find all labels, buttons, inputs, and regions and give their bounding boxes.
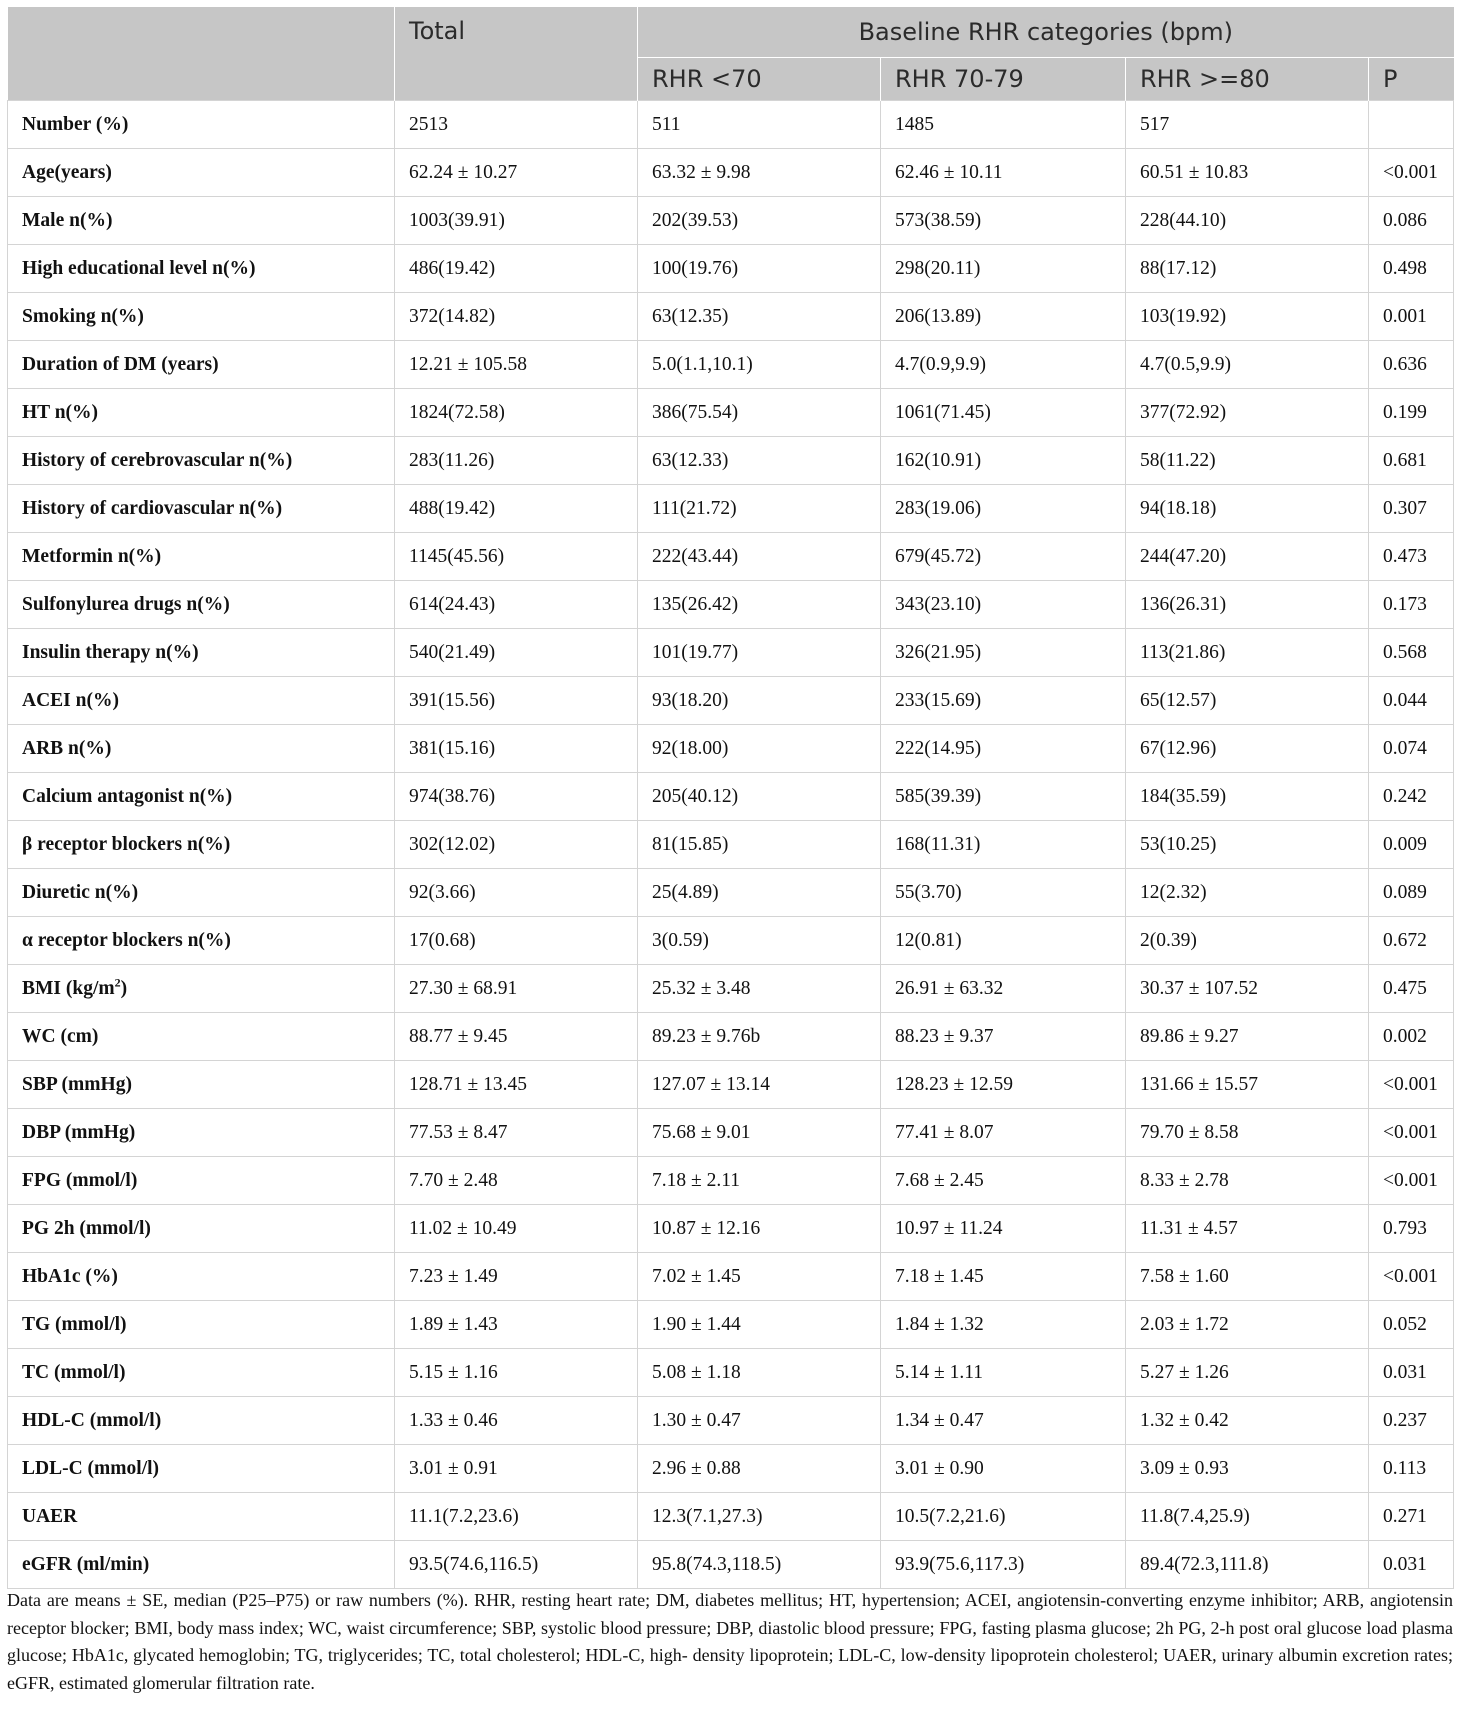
cell-p-value: 0.199 xyxy=(1369,389,1454,437)
table-row xyxy=(8,389,1454,437)
table-row xyxy=(8,725,1454,773)
row-label: Insulin therapy n(%) xyxy=(8,629,395,677)
cell-rhr-70-79: 326(21.95) xyxy=(881,629,1126,677)
cell-total: 11.02 ± 10.49 xyxy=(395,1205,638,1253)
cell-rhr-ge80: 228(44.10) xyxy=(1126,197,1369,245)
table-footnote: Data are means ± SE, median (P25–P75) or raw numbers (%). RHR, resting heart rate; DM, diabetes mellitus; HT, hypertension; ACEI, angiotensin-converting enzyme inhibitor; ARB, angiotensin receptor blocker; BMI, body mass index; WC, waist circumference; SBP, systolic blood pressure; DBP, diastolic blood pressure; FPG, fasting plasma glucose; 2h PG, 2-h post oral glucose load plasma glucose; HbA1c, glycated hemoglobin; TG, triglycerides; TC, total cholesterol; HDL-C, high- density lipoprotein; LDL-C, low-density lipoprotein cholesterol; UAER, urinary albumin excretion rates; eGFR, estimated glomerular filtration rate. xyxy=(7,1590,1453,1693)
cell-p-value: <0.001 xyxy=(1369,1157,1454,1205)
cell-rhr-70-79: 1061(71.45) xyxy=(881,389,1126,437)
cell-rhr-ge80: 3.09 ± 0.93 xyxy=(1126,1445,1369,1493)
cell-rhr-70-79: 55(3.70) xyxy=(881,869,1126,917)
cell-rhr-70-79: 343(23.10) xyxy=(881,581,1126,629)
cell-rhr-lt70: 63(12.35) xyxy=(638,293,881,341)
table-row xyxy=(8,1253,1454,1301)
cell-rhr-lt70: 1.90 ± 1.44 xyxy=(638,1301,881,1349)
cell-total: 88.77 ± 9.45 xyxy=(395,1013,638,1061)
cell-total: 1003(39.91) xyxy=(395,197,638,245)
cell-total: 1.89 ± 1.43 xyxy=(395,1301,638,1349)
table-row xyxy=(8,677,1454,725)
table-row xyxy=(8,245,1454,293)
cell-total: 5.15 ± 1.16 xyxy=(395,1349,638,1397)
cell-rhr-lt70: 101(19.77) xyxy=(638,629,881,677)
cell-rhr-ge80: 67(12.96) xyxy=(1126,725,1369,773)
cell-rhr-ge80: 65(12.57) xyxy=(1126,677,1369,725)
table-row xyxy=(8,1109,1454,1157)
cell-p-value: 0.636 xyxy=(1369,341,1454,389)
cell-rhr-ge80: 113(21.86) xyxy=(1126,629,1369,677)
row-label: Metformin n(%) xyxy=(8,533,395,581)
cell-p-value: <0.001 xyxy=(1369,149,1454,197)
cell-rhr-lt70: 12.3(7.1,27.3) xyxy=(638,1493,881,1541)
cell-p-value: 0.672 xyxy=(1369,917,1454,965)
cell-total: 381(15.16) xyxy=(395,725,638,773)
table-row xyxy=(8,197,1454,245)
table-row xyxy=(8,629,1454,677)
cell-rhr-lt70: 202(39.53) xyxy=(638,197,881,245)
cell-p-value: 0.001 xyxy=(1369,293,1454,341)
header-total: Total xyxy=(395,7,638,101)
cell-rhr-ge80: 131.66 ± 15.57 xyxy=(1126,1061,1369,1109)
table-row xyxy=(8,341,1454,389)
cell-rhr-70-79: 3.01 ± 0.90 xyxy=(881,1445,1126,1493)
table-row xyxy=(8,1061,1454,1109)
cell-rhr-lt70: 135(26.42) xyxy=(638,581,881,629)
row-label: Duration of DM (years) xyxy=(8,341,395,389)
baseline-characteristics-table xyxy=(7,7,1454,1589)
cell-rhr-lt70: 92(18.00) xyxy=(638,725,881,773)
cell-rhr-lt70: 5.08 ± 1.18 xyxy=(638,1349,881,1397)
cell-total: 486(19.42) xyxy=(395,245,638,293)
row-label: α receptor blockers n(%) xyxy=(8,917,395,965)
cell-p-value: 0.031 xyxy=(1369,1349,1454,1397)
cell-rhr-70-79: 168(11.31) xyxy=(881,821,1126,869)
cell-p-value: 0.473 xyxy=(1369,533,1454,581)
cell-rhr-lt70: 1.30 ± 0.47 xyxy=(638,1397,881,1445)
cell-total: 302(12.02) xyxy=(395,821,638,869)
table-row xyxy=(8,917,1454,965)
cell-rhr-70-79: 4.7(0.9,9.9) xyxy=(881,341,1126,389)
cell-rhr-ge80: 88(17.12) xyxy=(1126,245,1369,293)
row-label: SBP (mmHg) xyxy=(8,1061,395,1109)
cell-rhr-70-79: 222(14.95) xyxy=(881,725,1126,773)
header-blank-cell xyxy=(8,7,395,101)
cell-rhr-ge80: 11.31 ± 4.57 xyxy=(1126,1205,1369,1253)
cell-rhr-70-79: 679(45.72) xyxy=(881,533,1126,581)
cell-rhr-ge80: 12(2.32) xyxy=(1126,869,1369,917)
cell-total: 391(15.56) xyxy=(395,677,638,725)
header-p-value: P xyxy=(1369,58,1454,101)
cell-rhr-lt70: 2.96 ± 0.88 xyxy=(638,1445,881,1493)
cell-p-value: 0.271 xyxy=(1369,1493,1454,1541)
cell-total: 3.01 ± 0.91 xyxy=(395,1445,638,1493)
cell-rhr-ge80: 184(35.59) xyxy=(1126,773,1369,821)
table-row xyxy=(8,437,1454,485)
row-label-tail: ) xyxy=(120,977,128,999)
cell-total: 488(19.42) xyxy=(395,485,638,533)
cell-total: 12.21 ± 105.58 xyxy=(395,341,638,389)
header-rhr-lt70: RHR <70 xyxy=(638,58,881,101)
cell-rhr-lt70: 93(18.20) xyxy=(638,677,881,725)
row-label: UAER xyxy=(8,1493,395,1541)
cell-rhr-lt70: 127.07 ± 13.14 xyxy=(638,1061,881,1109)
cell-rhr-70-79: 7.18 ± 1.45 xyxy=(881,1253,1126,1301)
cell-rhr-70-79: 10.97 ± 11.24 xyxy=(881,1205,1126,1253)
cell-rhr-70-79: 12(0.81) xyxy=(881,917,1126,965)
cell-rhr-ge80: 1.32 ± 0.42 xyxy=(1126,1397,1369,1445)
cell-rhr-ge80: 30.37 ± 107.52 xyxy=(1126,965,1369,1013)
table-row xyxy=(8,149,1454,197)
cell-rhr-lt70: 111(21.72) xyxy=(638,485,881,533)
cell-rhr-lt70: 3(0.59) xyxy=(638,917,881,965)
cell-rhr-lt70: 7.18 ± 2.11 xyxy=(638,1157,881,1205)
cell-rhr-70-79: 1.34 ± 0.47 xyxy=(881,1397,1126,1445)
table-row xyxy=(8,101,1454,149)
cell-total: 1.33 ± 0.46 xyxy=(395,1397,638,1445)
cell-rhr-lt70: 25(4.89) xyxy=(638,869,881,917)
cell-rhr-70-79: 162(10.91) xyxy=(881,437,1126,485)
cell-p-value: 0.009 xyxy=(1369,821,1454,869)
cell-p-value: 0.044 xyxy=(1369,677,1454,725)
cell-rhr-ge80: 4.7(0.5,9.9) xyxy=(1126,341,1369,389)
cell-rhr-lt70: 89.23 ± 9.76b xyxy=(638,1013,881,1061)
table-row xyxy=(8,1397,1454,1445)
table-row xyxy=(8,293,1454,341)
cell-p-value: <0.001 xyxy=(1369,1253,1454,1301)
row-label: HbA1c (%) xyxy=(8,1253,395,1301)
row-label: HDL-C (mmol/l) xyxy=(8,1397,395,1445)
cell-rhr-ge80: 2(0.39) xyxy=(1126,917,1369,965)
row-label-text: BMI (kg/m xyxy=(22,977,115,999)
cell-rhr-70-79: 7.68 ± 2.45 xyxy=(881,1157,1126,1205)
cell-rhr-lt70: 222(43.44) xyxy=(638,533,881,581)
table-row xyxy=(8,1445,1454,1493)
cell-rhr-lt70: 63.32 ± 9.98 xyxy=(638,149,881,197)
table-row xyxy=(8,1013,1454,1061)
row-label xyxy=(8,965,395,1013)
cell-rhr-ge80: 11.8(7.4,25.9) xyxy=(1126,1493,1369,1541)
header-rhr-70-79: RHR 70-79 xyxy=(881,58,1126,101)
cell-rhr-70-79: 93.9(75.6,117.3) xyxy=(881,1541,1126,1589)
cell-rhr-70-79: 206(13.89) xyxy=(881,293,1126,341)
cell-rhr-ge80: 53(10.25) xyxy=(1126,821,1369,869)
row-label: FPG (mmol/l) xyxy=(8,1157,395,1205)
table-row xyxy=(8,1541,1454,1589)
row-label: High educational level n(%) xyxy=(8,245,395,293)
cell-rhr-ge80: 244(47.20) xyxy=(1126,533,1369,581)
header-rhr-group: Baseline RHR categories (bpm) xyxy=(638,7,1454,58)
table-row xyxy=(8,1205,1454,1253)
cell-total: 7.23 ± 1.49 xyxy=(395,1253,638,1301)
row-label: Sulfonylurea drugs n(%) xyxy=(8,581,395,629)
cell-rhr-70-79: 1.84 ± 1.32 xyxy=(881,1301,1126,1349)
row-label-superscript: 2 xyxy=(114,975,121,989)
row-label: Number (%) xyxy=(8,101,395,149)
cell-p-value: 0.568 xyxy=(1369,629,1454,677)
table-row xyxy=(8,1349,1454,1397)
row-label: WC (cm) xyxy=(8,1013,395,1061)
cell-p-value: 0.475 xyxy=(1369,965,1454,1013)
baseline-characteristics-table-container xyxy=(7,7,1453,1589)
cell-p-value xyxy=(1369,101,1454,149)
cell-rhr-ge80: 2.03 ± 1.72 xyxy=(1126,1301,1369,1349)
cell-rhr-lt70: 75.68 ± 9.01 xyxy=(638,1109,881,1157)
cell-rhr-70-79: 128.23 ± 12.59 xyxy=(881,1061,1126,1109)
cell-total: 1824(72.58) xyxy=(395,389,638,437)
table-row xyxy=(8,485,1454,533)
cell-total: 283(11.26) xyxy=(395,437,638,485)
row-label: ARB n(%) xyxy=(8,725,395,773)
cell-p-value: 0.002 xyxy=(1369,1013,1454,1061)
table-row xyxy=(8,581,1454,629)
cell-total: 974(38.76) xyxy=(395,773,638,821)
cell-rhr-lt70: 81(15.85) xyxy=(638,821,881,869)
cell-rhr-70-79: 585(39.39) xyxy=(881,773,1126,821)
cell-p-value: 0.089 xyxy=(1369,869,1454,917)
table-row xyxy=(8,1493,1454,1541)
cell-p-value: 0.086 xyxy=(1369,197,1454,245)
row-label: DBP (mmHg) xyxy=(8,1109,395,1157)
cell-p-value: 0.793 xyxy=(1369,1205,1454,1253)
cell-p-value: 0.681 xyxy=(1369,437,1454,485)
cell-rhr-ge80: 79.70 ± 8.58 xyxy=(1126,1109,1369,1157)
cell-rhr-ge80: 136(26.31) xyxy=(1126,581,1369,629)
table-row xyxy=(8,869,1454,917)
cell-rhr-70-79: 233(15.69) xyxy=(881,677,1126,725)
row-label: TC (mmol/l) xyxy=(8,1349,395,1397)
cell-rhr-70-79: 88.23 ± 9.37 xyxy=(881,1013,1126,1061)
cell-rhr-lt70: 7.02 ± 1.45 xyxy=(638,1253,881,1301)
cell-total: 17(0.68) xyxy=(395,917,638,965)
table-row xyxy=(8,773,1454,821)
cell-total: 11.1(7.2,23.6) xyxy=(395,1493,638,1541)
row-label: HT n(%) xyxy=(8,389,395,437)
cell-rhr-lt70: 100(19.76) xyxy=(638,245,881,293)
table-header xyxy=(8,7,1454,101)
cell-rhr-70-79: 77.41 ± 8.07 xyxy=(881,1109,1126,1157)
cell-rhr-70-79: 283(19.06) xyxy=(881,485,1126,533)
cell-rhr-ge80: 89.86 ± 9.27 xyxy=(1126,1013,1369,1061)
row-label: Male n(%) xyxy=(8,197,395,245)
cell-p-value: 0.498 xyxy=(1369,245,1454,293)
cell-rhr-lt70: 25.32 ± 3.48 xyxy=(638,965,881,1013)
cell-p-value: 0.237 xyxy=(1369,1397,1454,1445)
cell-rhr-70-79: 573(38.59) xyxy=(881,197,1126,245)
cell-rhr-ge80: 7.58 ± 1.60 xyxy=(1126,1253,1369,1301)
cell-p-value: 0.031 xyxy=(1369,1541,1454,1589)
table-row xyxy=(8,1157,1454,1205)
cell-rhr-ge80: 60.51 ± 10.83 xyxy=(1126,149,1369,197)
cell-p-value: <0.001 xyxy=(1369,1061,1454,1109)
row-label: β receptor blockers n(%) xyxy=(8,821,395,869)
cell-rhr-ge80: 58(11.22) xyxy=(1126,437,1369,485)
cell-total: 93.5(74.6,116.5) xyxy=(395,1541,638,1589)
cell-rhr-ge80: 103(19.92) xyxy=(1126,293,1369,341)
cell-total: 372(14.82) xyxy=(395,293,638,341)
table-row xyxy=(8,1301,1454,1349)
cell-p-value: 0.113 xyxy=(1369,1445,1454,1493)
table-row xyxy=(8,533,1454,581)
cell-rhr-ge80: 5.27 ± 1.26 xyxy=(1126,1349,1369,1397)
row-label: Diuretic n(%) xyxy=(8,869,395,917)
cell-rhr-lt70: 386(75.54) xyxy=(638,389,881,437)
cell-p-value: 0.307 xyxy=(1369,485,1454,533)
row-label: Calcium antagonist n(%) xyxy=(8,773,395,821)
cell-total: 77.53 ± 8.47 xyxy=(395,1109,638,1157)
row-label: PG 2h (mmol/l) xyxy=(8,1205,395,1253)
cell-p-value: 0.173 xyxy=(1369,581,1454,629)
cell-rhr-ge80: 89.4(72.3,111.8) xyxy=(1126,1541,1369,1589)
row-label: ACEI n(%) xyxy=(8,677,395,725)
table-row xyxy=(8,821,1454,869)
header-rhr-ge80: RHR >=80 xyxy=(1126,58,1369,101)
cell-total: 62.24 ± 10.27 xyxy=(395,149,638,197)
cell-total: 2513 xyxy=(395,101,638,149)
cell-rhr-ge80: 517 xyxy=(1126,101,1369,149)
cell-p-value: 0.074 xyxy=(1369,725,1454,773)
cell-p-value: 0.052 xyxy=(1369,1301,1454,1349)
table-row xyxy=(8,965,1454,1013)
cell-rhr-70-79: 62.46 ± 10.11 xyxy=(881,149,1126,197)
cell-total: 614(24.43) xyxy=(395,581,638,629)
cell-rhr-ge80: 94(18.18) xyxy=(1126,485,1369,533)
cell-rhr-lt70: 511 xyxy=(638,101,881,149)
cell-p-value: 0.242 xyxy=(1369,773,1454,821)
cell-p-value: <0.001 xyxy=(1369,1109,1454,1157)
cell-total: 1145(45.56) xyxy=(395,533,638,581)
cell-rhr-lt70: 63(12.33) xyxy=(638,437,881,485)
cell-rhr-lt70: 5.0(1.1,10.1) xyxy=(638,341,881,389)
cell-total: 128.71 ± 13.45 xyxy=(395,1061,638,1109)
cell-total: 92(3.66) xyxy=(395,869,638,917)
row-label: History of cardiovascular n(%) xyxy=(8,485,395,533)
row-label: LDL-C (mmol/l) xyxy=(8,1445,395,1493)
cell-rhr-lt70: 205(40.12) xyxy=(638,773,881,821)
cell-rhr-lt70: 95.8(74.3,118.5) xyxy=(638,1541,881,1589)
table-body xyxy=(8,101,1454,1589)
cell-total: 27.30 ± 68.91 xyxy=(395,965,638,1013)
cell-rhr-ge80: 377(72.92) xyxy=(1126,389,1369,437)
cell-rhr-70-79: 26.91 ± 63.32 xyxy=(881,965,1126,1013)
row-label: Smoking n(%) xyxy=(8,293,395,341)
cell-rhr-70-79: 1485 xyxy=(881,101,1126,149)
row-label: eGFR (ml/min) xyxy=(8,1541,395,1589)
cell-rhr-70-79: 298(20.11) xyxy=(881,245,1126,293)
cell-rhr-70-79: 10.5(7.2,21.6) xyxy=(881,1493,1126,1541)
row-label: TG (mmol/l) xyxy=(8,1301,395,1349)
cell-total: 540(21.49) xyxy=(395,629,638,677)
cell-rhr-70-79: 5.14 ± 1.11 xyxy=(881,1349,1126,1397)
cell-rhr-lt70: 10.87 ± 12.16 xyxy=(638,1205,881,1253)
cell-rhr-ge80: 8.33 ± 2.78 xyxy=(1126,1157,1369,1205)
row-label: History of cerebrovascular n(%) xyxy=(8,437,395,485)
row-label: Age(years) xyxy=(8,149,395,197)
cell-total: 7.70 ± 2.48 xyxy=(395,1157,638,1205)
